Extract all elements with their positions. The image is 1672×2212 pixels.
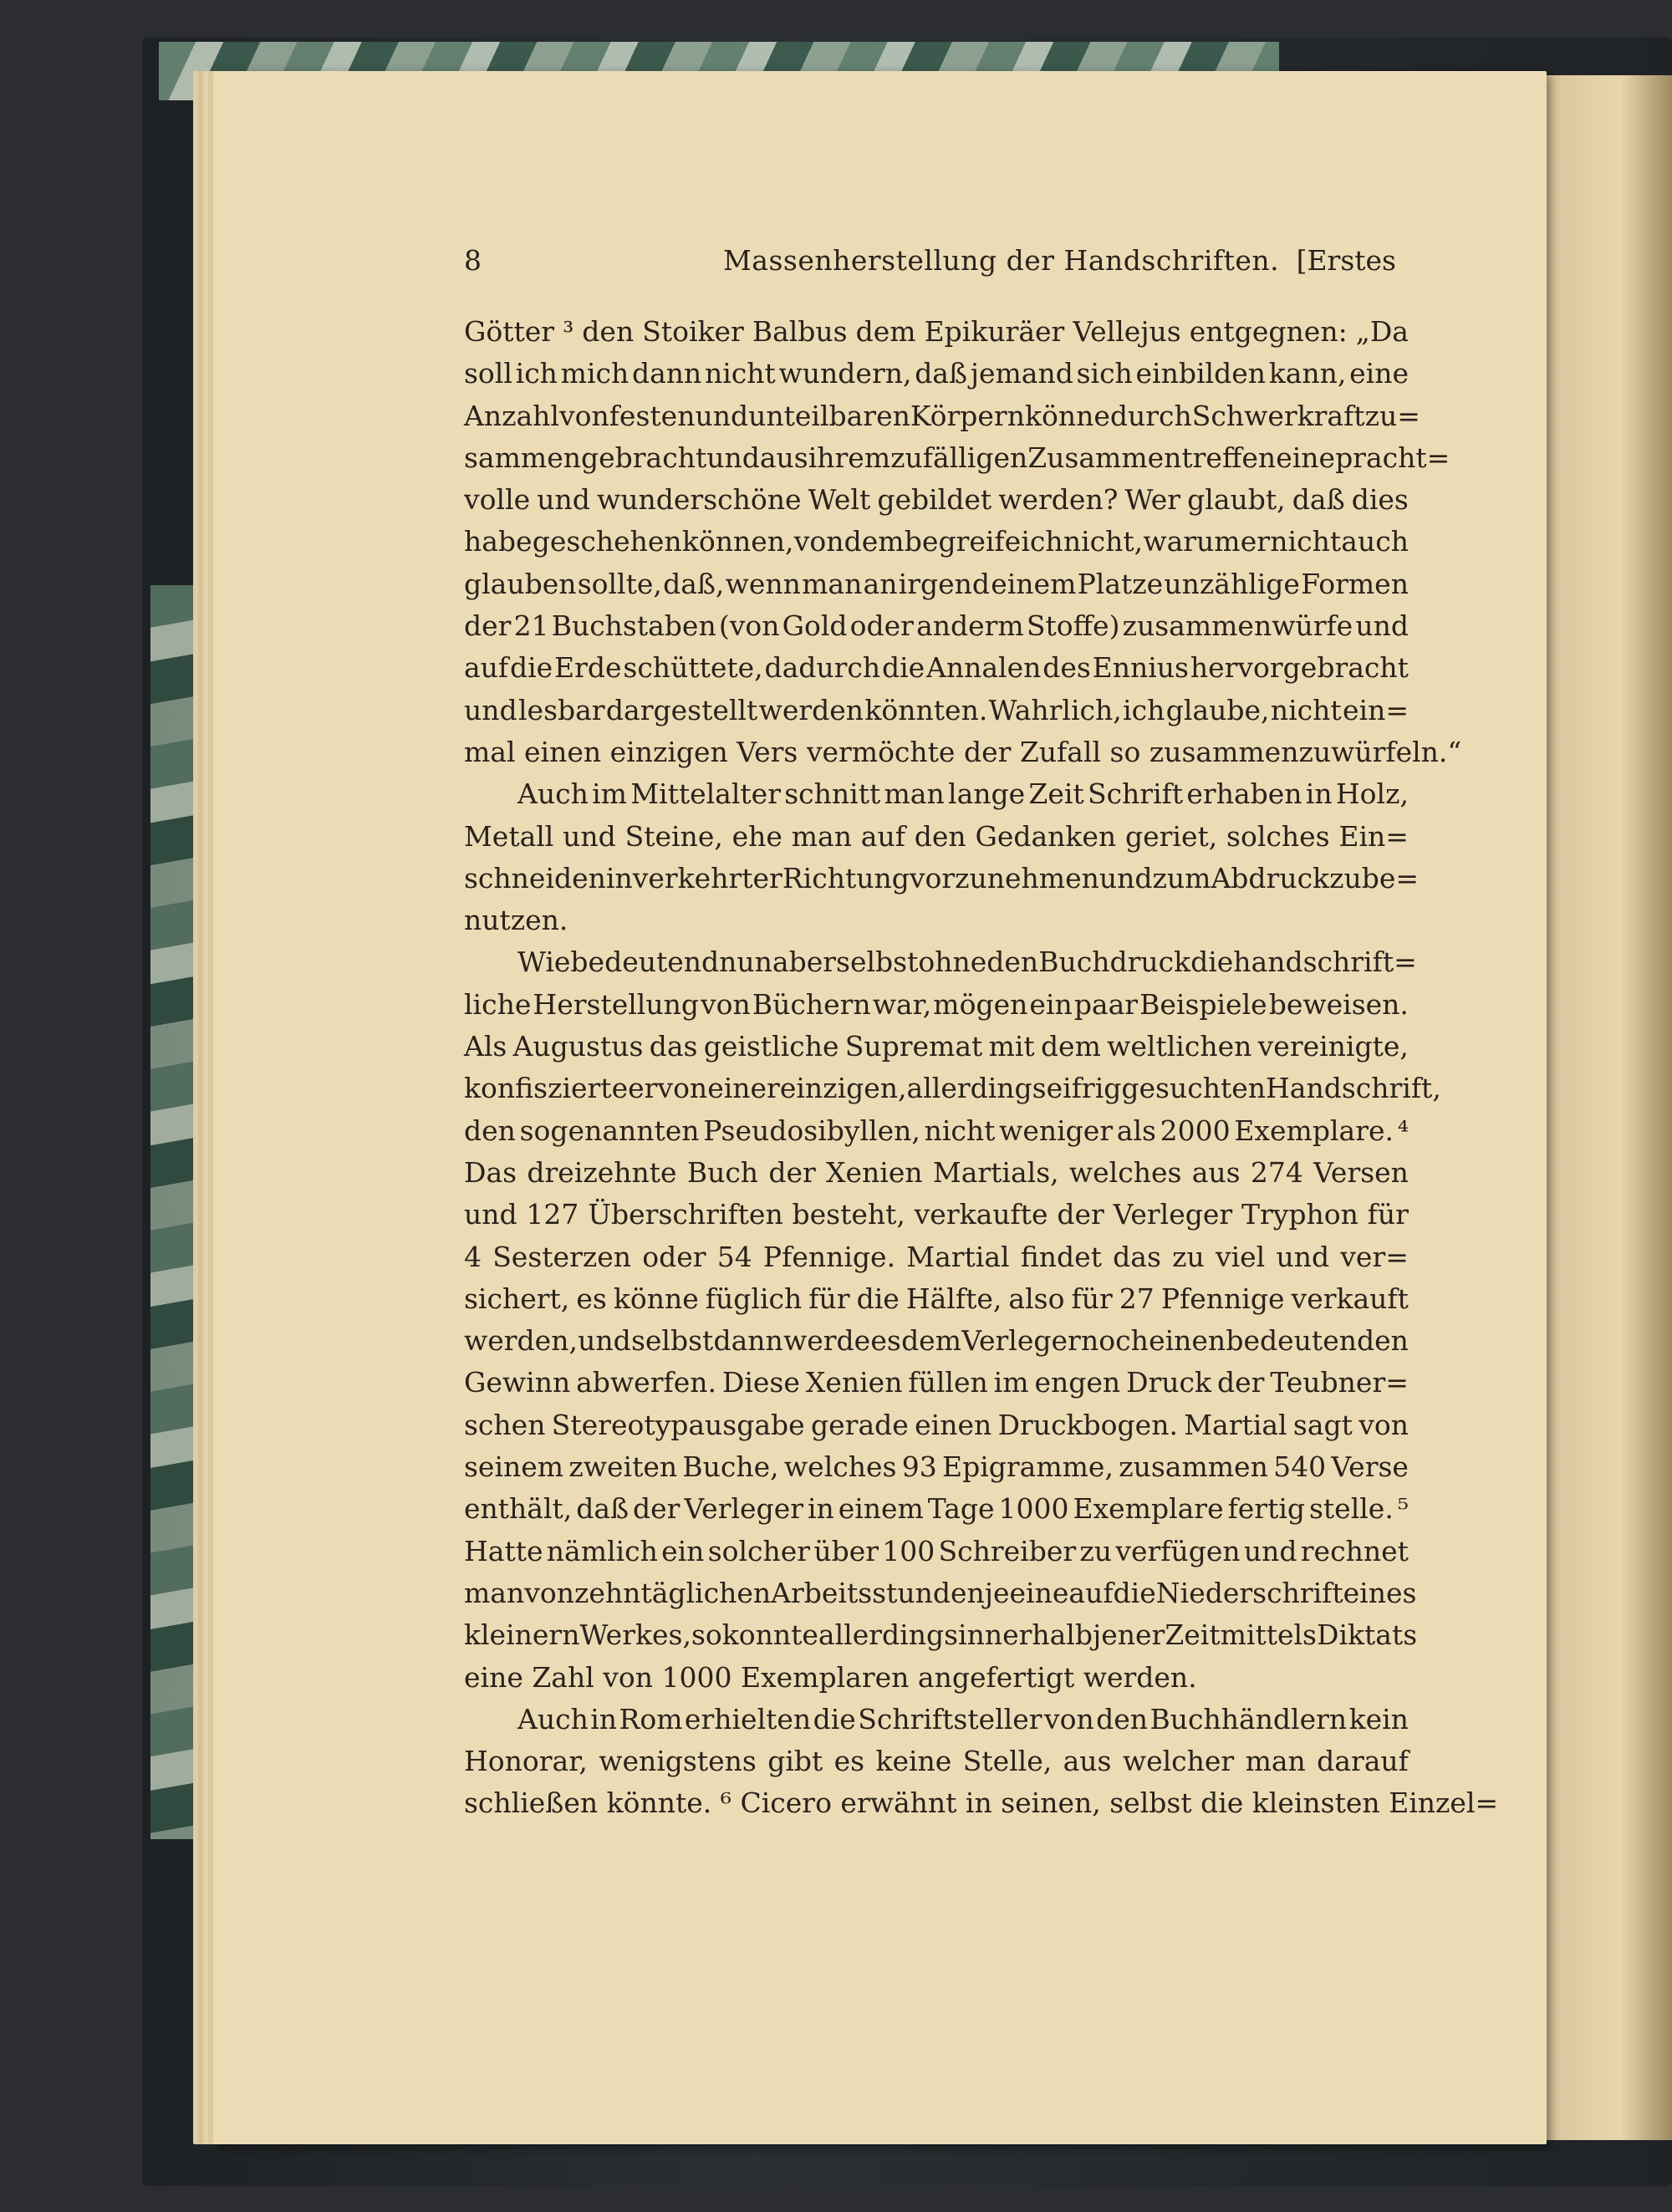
chapter-title: Massenherstellung der Handschriften. — [723, 244, 1280, 277]
text-line: kleinern Werkes, so konnte allerdings innerhalb jener Zeit mittels Diktats — [464, 1618, 1418, 1652]
text-line: und lesbar dargestellt werden könnten. Wahrlich, ich glaube, nicht ein= — [464, 693, 1409, 726]
text-line: Als Augustus das geistliche Supremat mit dem weltlichen vereinigte, — [464, 1030, 1409, 1063]
text-line: schneiden in verkehrter Richtung vorzunehmen und zum Abdruck zu be= — [464, 861, 1420, 894]
text-line: glauben sollte, daß, wenn man an irgend einem Platze unzählige Formen — [464, 567, 1409, 600]
text-line: den sogenannten Pseudosibyllen, nicht weniger als 2000 Exemplare. ⁴ — [464, 1114, 1409, 1147]
text-line: soll ich mich dann nicht wundern, daß jemand sich einbilden kann, eine — [464, 357, 1409, 390]
text-line: nutzen. — [464, 904, 568, 937]
text-line: auf die Erde schüttete, dadurch die Annalen des Ennius hervorgebracht — [464, 651, 1409, 685]
text-line: man von zehn täglichen Arbeitsstunden je eine auf die Niederschrift eines — [464, 1576, 1417, 1609]
section-marker: [Erstes — [1296, 244, 1396, 277]
text-line: seinem zweiten Buche, welches 93 Epigramme, zusammen 540 Verse — [464, 1450, 1409, 1484]
text-line: Auch in Rom erhielten die Schriftsteller von den Buchhändlern kein — [517, 1702, 1409, 1735]
text-line: 4 Sesterzen oder 54 Pfennige. Martial findet das zu viel und ver= — [464, 1240, 1409, 1273]
text-line: Anzahl von festen und unteilbaren Körpern könne durch Schwerkraft zu= — [464, 399, 1420, 432]
text-line: Hatte nämlich ein solcher über 100 Schreiber zu verfügen und rechnet — [464, 1534, 1409, 1567]
text-line: Das dreizehnte Buch der Xenien Martials, welches aus 274 Versen — [464, 1155, 1409, 1189]
text-line: volle und wunderschöne Welt gebildet werden? Wer glaubt, daß dies — [464, 483, 1409, 517]
text-line: und 127 Überschriften besteht, verkaufte der Verleger Tryphon für — [464, 1198, 1409, 1231]
body-text — [464, 311, 1499, 1825]
facing-page-edge — [1542, 75, 1672, 2140]
text-line: sammengebracht und aus ihrem zufälligen Zusammentreffen eine pracht= — [464, 441, 1450, 474]
text-line: der 21 Buchstaben (von Gold oder anderm Stoffe) zusammenwürfe und — [464, 609, 1409, 643]
text-line: enthält, daß der Verleger in einem Tage 1000 Exemplare fertig stelle. ⁵ — [464, 1492, 1409, 1526]
text-line: eine Zahl von 1000 Exemplaren angefertigt werden. — [464, 1660, 1197, 1694]
text-line: Honorar, wenigstens gibt es keine Stelle, aus welcher man darauf — [464, 1745, 1409, 1778]
text-line: mal einen einzigen Vers vermöchte der Zufall so zusammenzuwürfeln.“ — [464, 735, 1462, 768]
text-line: schließen könnte. ⁶ Cicero erwähnt in seinen, selbst die kleinsten Einzel= — [464, 1786, 1499, 1820]
text-line: Götter ³ den Stoiker Balbus dem Epikuräer Vellejus entgegnen: „Da — [464, 315, 1409, 348]
text-line: Auch im Mittelalter schnitt man lange Zeit Schrift erhaben in Holz, — [517, 777, 1409, 811]
text-line: schen Stereotypausgabe gerade einen Druckbogen. Martial sagt von — [464, 1408, 1409, 1441]
text-line: Wie bedeutend nun aber selbst ohne den Buchdruck die handschrift= — [517, 945, 1417, 979]
text-line: Gewinn abwerfen. Diese Xenien füllen im engen Druck der Teubner= — [464, 1366, 1409, 1399]
text-line: werden, und selbst dann werde es dem Verleger noch einen bedeutenden — [464, 1324, 1409, 1358]
running-head — [464, 244, 1396, 286]
text-line: liche Herstellung von Büchern war, mögen ein paar Beispiele beweisen. — [464, 987, 1409, 1021]
page-number: 8 — [464, 244, 482, 277]
text-line: habe geschehen können, von dem begreife ich nicht, warum er nicht auch — [464, 525, 1409, 558]
text-line: konfiszierte er von einer einzigen, allerdings eifrig gesuchten Handschrift, — [464, 1072, 1441, 1105]
text-line: Metall und Steine, ehe man auf den Gedanken geriet, solches Ein= — [464, 819, 1409, 853]
text-line: sichert, es könne füglich für die Hälfte, also für 27 Pfennige verkauft — [464, 1282, 1409, 1315]
